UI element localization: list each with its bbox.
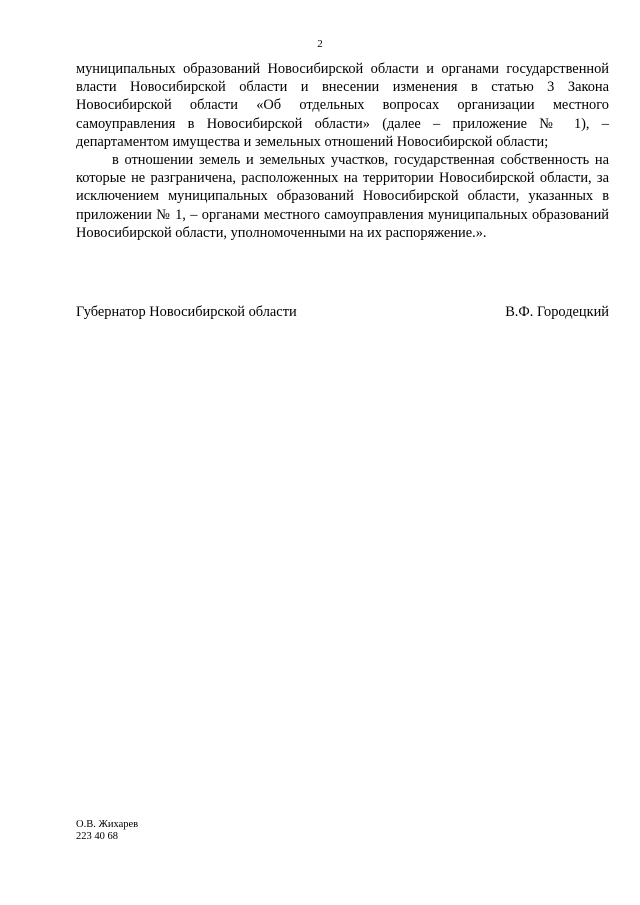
executor-name: О.В. Жихарев (76, 819, 139, 830)
paragraph-land-plots: в отношении земель и земельных участков, государственная собственность на которые не разграничена, расположенных на территории Новосибирской области, за исключением муниципальных образований Новосибирской области, указанных в приложении № 1, – органами местного самоуправления муниципальных образований Новосибирской области, уполномоченными на их распоряжение.». (76, 152, 609, 241)
executor-phone: 223 40 68 (76, 831, 118, 842)
executor-block (76, 819, 138, 843)
signatory-position: Губернатор Новосибирской области (76, 304, 297, 320)
page-number: 2 (317, 38, 323, 50)
signatory-name: В.Ф. Городецкий (505, 304, 609, 320)
paragraph-continuation: муниципальных образований Новосибирской области и органами государственной власти Новосибирской области и внесении изменения в статью 3 Закона Новосибирской области «Об отдельных вопросах организации местного самоуправления в Новосибирской области» (далее – приложение № 1), – департаментом имущества и земельных отношений Новосибирской области; (76, 61, 609, 150)
document-body (76, 60, 609, 242)
